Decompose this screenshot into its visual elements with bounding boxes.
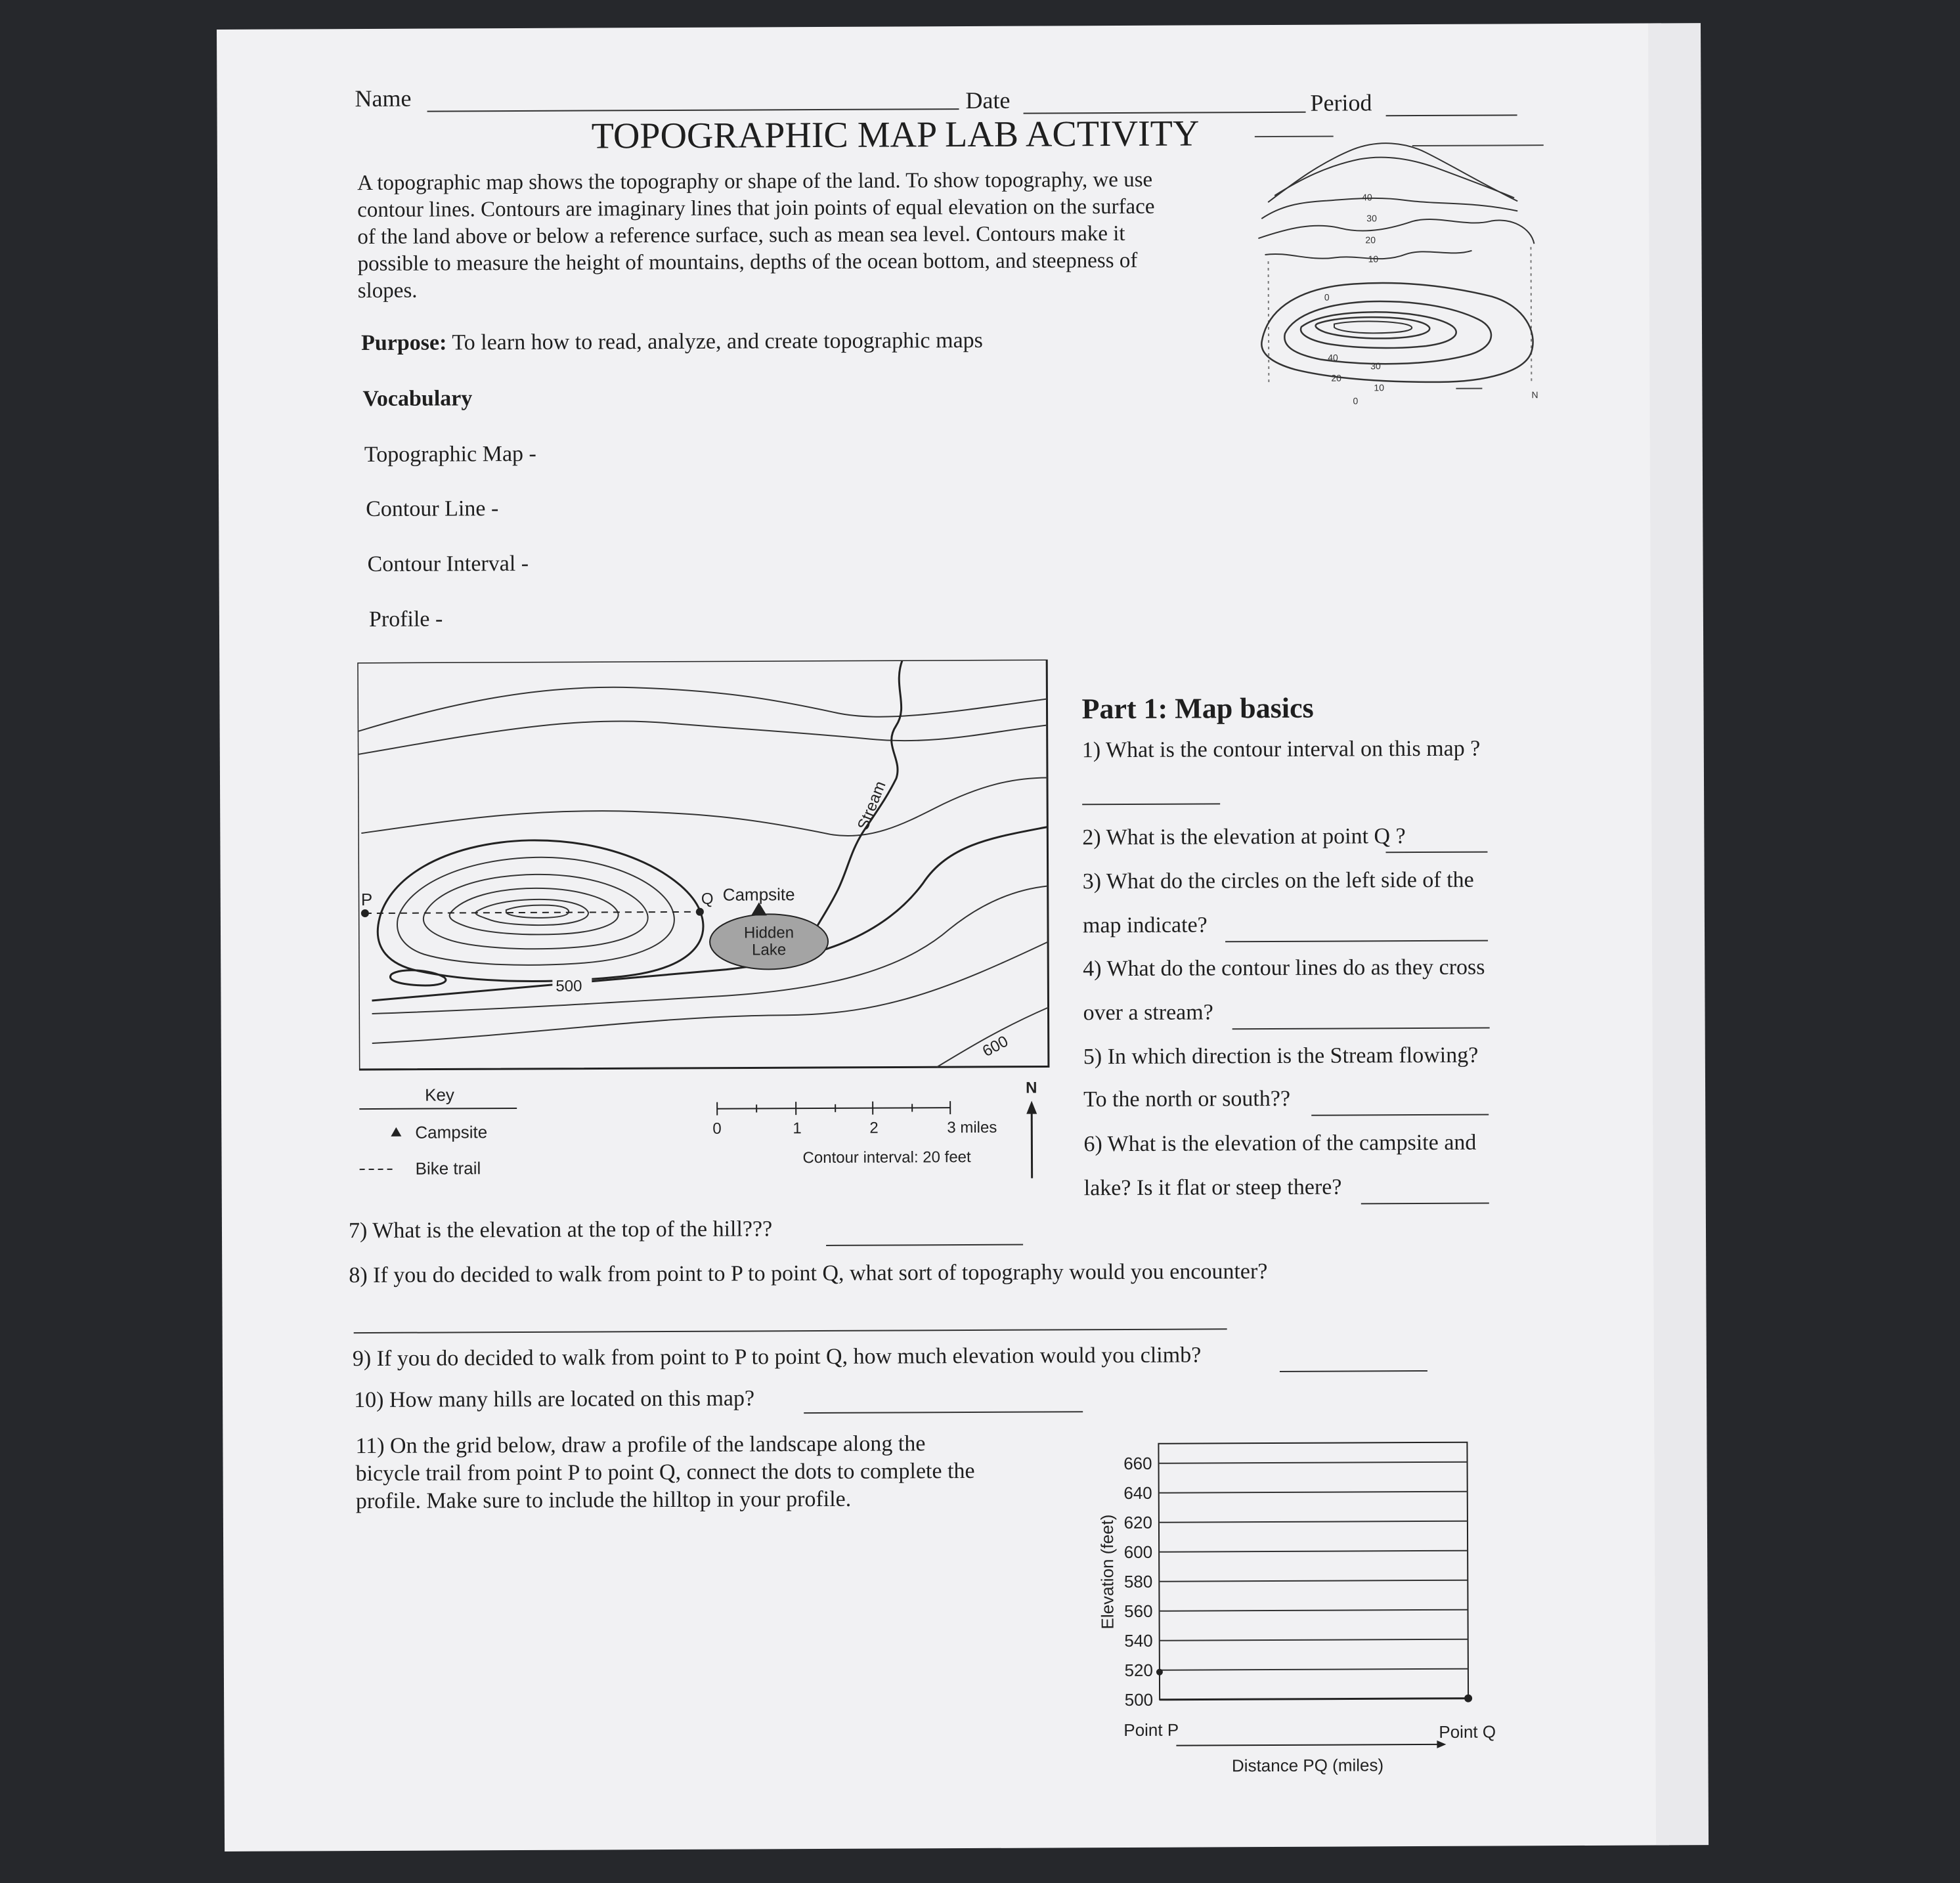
intro-line: A topographic map shows the topography or shape of the land. To show topography, we use (357, 167, 1153, 196)
profile-gridline (1160, 1610, 1468, 1611)
profile-gridline (1160, 1669, 1468, 1670)
question-11-line: profile. Make sure to include the hilltop in your profile. (355, 1486, 852, 1514)
diagram-label: 10 (1374, 382, 1385, 393)
profile-gridline (1159, 1551, 1468, 1552)
question-5: 5) In which direction is the Stream flowing? (1083, 1043, 1479, 1070)
map-point-p: P (360, 889, 373, 910)
diagram-label: 30 (1366, 213, 1377, 224)
contour-interval-note: Contour interval: 20 feet (802, 1148, 971, 1167)
part1-heading: Part 1: Map basics (1081, 691, 1314, 725)
contour-diagram (1255, 122, 1552, 406)
profile-ytick-label: 640 (1123, 1483, 1152, 1503)
date-label: Date (965, 87, 1011, 114)
profile-point-p: Point P (1123, 1720, 1179, 1740)
scale-tick: 2 (869, 1119, 879, 1137)
question-5-cont: To the north or south?? (1083, 1086, 1291, 1112)
profile-ytick-label: 580 (1123, 1571, 1153, 1591)
profile-ylabel: Elevation (feet) (1097, 1514, 1118, 1630)
purpose-label: Purpose: (361, 330, 447, 356)
vocab-profile: Profile - (368, 607, 443, 632)
question-3-cont: map indicate? (1082, 913, 1208, 938)
profile-gridline (1159, 1462, 1468, 1463)
question-6: 6) What is the elevation of the campsite and (1083, 1130, 1477, 1157)
vocab-contour-interval: Contour Interval - (367, 551, 529, 577)
question-4-cont: over a stream? (1083, 1000, 1213, 1026)
question-9: 9) If you do decided to walk from point to P to point Q, how much elevation would you climb? (352, 1343, 1202, 1372)
key-bike-trail: Bike trail (415, 1158, 481, 1179)
question-2: 2) What is the elevation at point Q ? (1082, 824, 1406, 850)
profile-gridline (1159, 1521, 1468, 1523)
answer-blank-2[interactable] (1385, 852, 1487, 854)
map-elevation-600: 600 (979, 1032, 1011, 1061)
map-point-q: Q (701, 890, 714, 908)
answer-blank-9[interactable] (1280, 1370, 1427, 1372)
profile-ytick-label: 520 (1124, 1660, 1153, 1680)
profile-gridline (1160, 1639, 1468, 1641)
intro-line: possible to measure the height of mountains, depths of the ocean bottom, and steepness of (357, 248, 1138, 276)
intro-line: slopes. (357, 278, 418, 303)
profile-gridline (1159, 1492, 1468, 1493)
profile-ytick-label: 560 (1124, 1601, 1153, 1621)
map-lake-label: Hidden (743, 924, 795, 942)
diagram-north: N (1531, 389, 1538, 400)
question-7: 7) What is the elevation at the top of the hill??? (348, 1217, 773, 1244)
period-blank[interactable] (1386, 114, 1517, 116)
answer-blank-3[interactable] (1225, 940, 1488, 943)
diagram-label: 20 (1331, 372, 1341, 383)
intro-line: contour lines. Contours are imaginary lines that join points of equal elevation on the surface (357, 194, 1155, 223)
purpose-line (361, 328, 983, 356)
intro-paragraph (357, 166, 1231, 305)
profile-grid[interactable] (1073, 1435, 1547, 1805)
diagram-label: 0 (1353, 395, 1359, 406)
vocabulary-heading: Vocabulary (362, 386, 473, 412)
vocab-topographic-map: Topographic Map - (364, 441, 536, 467)
profile-ytick-label: 620 (1123, 1512, 1153, 1532)
question-10: 10) How many hills are located on this map? (354, 1386, 755, 1413)
topographic-map (357, 659, 1055, 1181)
period-label: Period (1310, 89, 1372, 116)
scale-tick: 3 miles (947, 1118, 997, 1137)
key-title: Key (425, 1085, 454, 1105)
map-stream-label: Stream (854, 779, 890, 833)
scale-tick: 1 (793, 1119, 802, 1138)
question-11-line: bicycle trail from point P to point Q, connect the dots to complete the (355, 1458, 975, 1486)
question-11-line: 11) On the grid below, draw a profile of the landscape along the (355, 1431, 926, 1459)
vocab-contour-line: Contour Line - (366, 496, 499, 522)
profile-ytick-label: 500 (1124, 1689, 1154, 1710)
key-campsite: Campsite (415, 1122, 488, 1142)
profile-point-q: Point Q (1439, 1721, 1496, 1742)
answer-blank-5[interactable] (1311, 1114, 1489, 1116)
question-3: 3) What do the circles on the left side of the (1082, 867, 1474, 894)
answer-blank-1[interactable] (1082, 803, 1220, 805)
question-11 (355, 1430, 975, 1515)
profile-ytick-label: 600 (1123, 1542, 1153, 1562)
map-campsite-label: Campsite (722, 884, 795, 905)
question-8: 8) If you do decided to walk from point to P to point Q, what sort of topography would you encounter? (349, 1259, 1268, 1288)
answer-blank-8[interactable] (354, 1328, 1227, 1333)
diagram-label: 40 (1328, 352, 1338, 363)
map-elevation-500: 500 (555, 977, 582, 995)
profile-ytick-label: 660 (1123, 1453, 1152, 1473)
scale-tick: 0 (712, 1119, 722, 1138)
diagram-label: 40 (1362, 192, 1372, 203)
map-lake-label: Lake (752, 941, 787, 959)
name-blank[interactable] (427, 108, 959, 112)
worksheet-page (217, 23, 1669, 1851)
intro-line: of the land above or below a reference surface, such as mean sea level. Contours make it (357, 221, 1125, 249)
page-title: TOPOGRAPHIC MAP LAB ACTIVITY (591, 113, 1200, 157)
profile-gridline (1159, 1580, 1468, 1582)
question-1: 1) What is the contour interval on this map ? (1081, 736, 1481, 763)
question-6-cont: lake? Is it flat or steep there? (1083, 1175, 1342, 1201)
name-label: Name (355, 85, 412, 112)
diagram-label: 30 (1370, 360, 1381, 372)
map-north: N (1025, 1079, 1037, 1097)
profile-xlabel: Distance PQ (miles) (1231, 1755, 1384, 1776)
diagram-label: 0 (1324, 292, 1330, 303)
profile-ytick-label: 540 (1124, 1630, 1153, 1651)
answer-blank-7[interactable] (826, 1244, 1023, 1246)
diagram-label: 20 (1365, 234, 1376, 246)
answer-blank-4[interactable] (1232, 1028, 1490, 1030)
purpose-text: To learn how to read, analyze, and create topographic maps (452, 328, 983, 355)
answer-blank-6[interactable] (1361, 1203, 1489, 1205)
answer-blank-10[interactable] (804, 1411, 1083, 1414)
question-4: 4) What do the contour lines do as they cross (1083, 955, 1485, 982)
diagram-label: 10 (1368, 253, 1379, 265)
